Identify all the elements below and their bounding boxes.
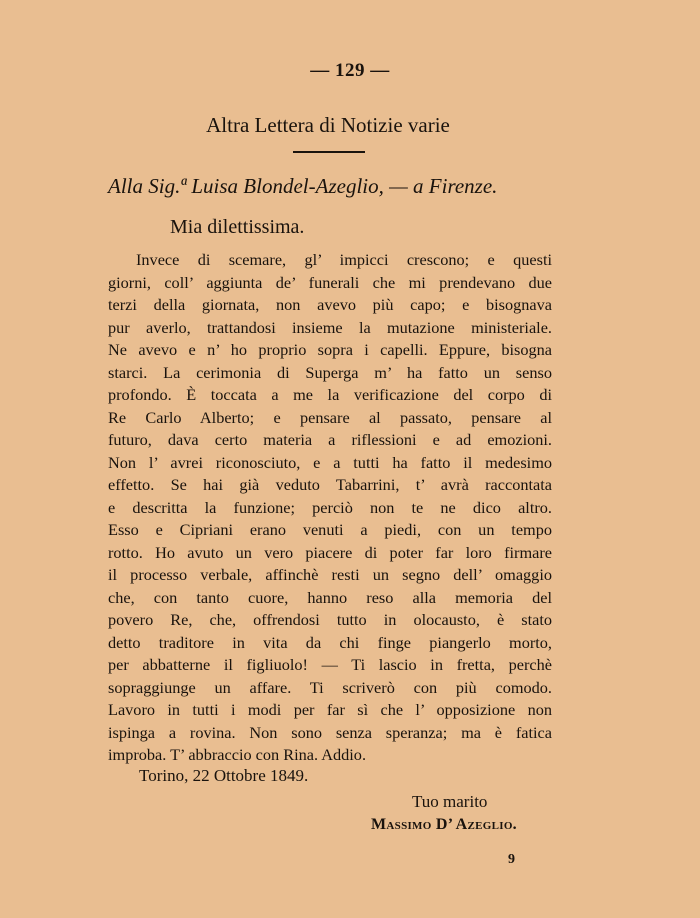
letter-signature: Massimo D’ Azeglio. xyxy=(371,816,517,833)
body-line: il processo verbale, affinchè resti un segno dell’ omaggio xyxy=(108,565,552,584)
title-divider xyxy=(293,151,365,153)
signature-mark: 9 xyxy=(508,852,515,867)
body-line: Ne avevo e n’ ho proprio sopra i capelli. Eppure, bisogna xyxy=(108,340,552,359)
body-line: rotto. Ho avuto un vero piacere di poter far loro firmare xyxy=(108,542,552,562)
body-line: Re Carlo Alberto; e pensare al passato, pensare al xyxy=(108,407,552,427)
letter-salutation: Mia dilettissima. xyxy=(170,216,305,238)
letter-body xyxy=(108,249,552,767)
body-line: giorni, coll’ aggiunta de’ funerali che mi prendevano due xyxy=(108,272,552,292)
body-line: povero Re, che, offrendosi tutto in olocausto, è stato xyxy=(108,610,552,629)
body-line: Lavoro in tutti i modi per far sì che l’ opposizione non xyxy=(108,700,552,719)
body-line: Esso e Cipriani erano venuti a piedi, con un tempo xyxy=(108,520,552,539)
body-line: effetto. Se hai già veduto Tabarrini, t’ avrà raccontata xyxy=(108,475,552,494)
body-line: terzi della giornata, non avevo più capo; e bisognava xyxy=(108,295,552,314)
body-line: sopraggiunge un affare. Ti scriverò con più comodo. xyxy=(108,677,552,697)
body-line: profondo. È toccata a me la verificazione del corpo di xyxy=(108,385,552,404)
body-line: ispinga a rovina. Non sono senza speranza; ma è fatica xyxy=(108,722,552,742)
body-line: Invece di scemare, gl’ impicci crescono; e questi xyxy=(136,250,552,269)
body-line: e descritta la funzione; perciò non te ne dico altro. xyxy=(108,497,552,517)
body-line: improba. T’ abbraccio con Rina. Addio. xyxy=(108,745,367,764)
letter-title: Altra Lettera di Notizie varie xyxy=(206,113,450,137)
body-line: futuro, dava certo materia a riflessioni e ad emozioni. xyxy=(108,430,552,449)
body-line: che, con tanto cuore, hanno reso alla memoria del xyxy=(108,587,552,607)
page-number: — 129 — xyxy=(310,60,390,81)
body-line: pur averlo, trattandosi insieme la mutazione ministeriale. xyxy=(108,317,552,337)
body-line: starci. La cerimonia di Superga m’ ha fatto un senso xyxy=(108,362,552,382)
letter-closing: Tuo marito xyxy=(412,792,488,811)
body-line: per abbatterne il figliuolo! — Ti lascio in fretta, perchè xyxy=(108,655,552,674)
body-line: Non l’ avrei riconosciuto, e a tutti ha fatto il medesimo xyxy=(108,452,552,472)
letter-date: Torino, 22 Ottobre 1849. xyxy=(139,766,309,785)
letter-addressee: Alla Sig.ª Luisa Blondel-Azeglio, — a Firenze. xyxy=(108,174,498,198)
body-line: detto traditore in vita da chi finge piangerlo morto, xyxy=(108,632,552,652)
